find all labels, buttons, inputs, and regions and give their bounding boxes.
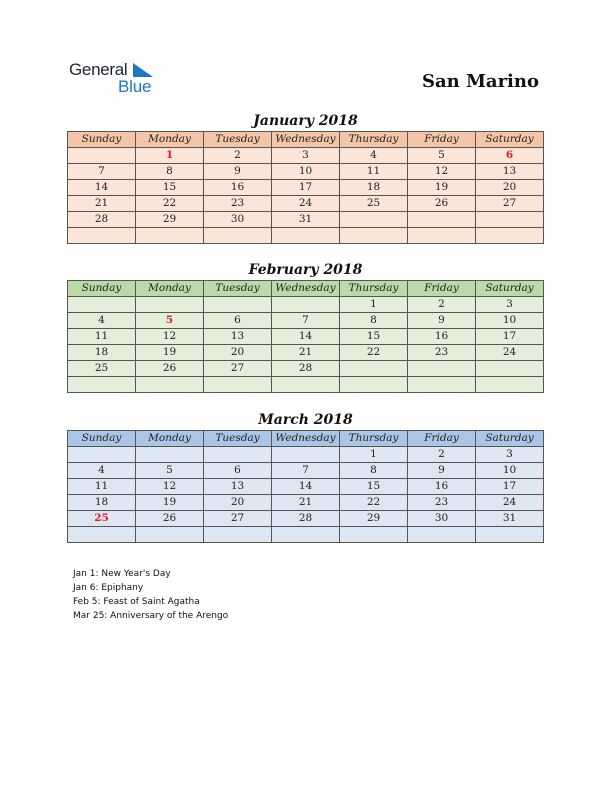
weekday-header: Monday [136,132,204,148]
day-cell: 12 [136,479,204,495]
day-cell: 13 [476,164,544,180]
day-cell: 20 [204,495,272,511]
day-cell: 27 [204,361,272,377]
day-cell: 15 [136,180,204,196]
empty-day-cell [340,212,408,228]
weekday-header-row [68,431,544,447]
day-cell: 2 [408,297,476,313]
day-cell: 30 [408,511,476,527]
week-row [68,495,544,511]
day-cell: 13 [204,479,272,495]
empty-day-cell [136,527,204,543]
empty-day-cell [136,447,204,463]
day-cell: 8 [340,313,408,329]
week-row [68,447,544,463]
day-cell: 16 [204,180,272,196]
weekday-header: Wednesday [272,281,340,297]
week-row [68,196,544,212]
day-cell: 28 [272,511,340,527]
day-cell: 28 [272,361,340,377]
week-row [68,297,544,313]
logo-text-general: General [69,60,128,79]
day-cell: 31 [272,212,340,228]
day-cell: 29 [340,511,408,527]
day-cell: 19 [136,495,204,511]
week-row [68,361,544,377]
empty-day-cell [408,212,476,228]
day-cell: 27 [476,196,544,212]
day-cell: 31 [476,511,544,527]
empty-day-cell [272,297,340,313]
day-cell: 2 [204,148,272,164]
day-cell: 5 [408,148,476,164]
weekday-header: Friday [408,132,476,148]
empty-day-cell [408,377,476,393]
weekday-header-row [68,281,544,297]
day-cell: 7 [272,463,340,479]
day-cell: 21 [68,196,136,212]
day-cell: 18 [68,345,136,361]
logo-text-blue: Blue [118,77,152,96]
empty-day-cell [68,377,136,393]
weekday-header: Thursday [340,431,408,447]
empty-day-cell [136,228,204,244]
empty-day-cell [476,527,544,543]
empty-day-cell [340,361,408,377]
weekday-header: Wednesday [272,132,340,148]
empty-day-cell [476,361,544,377]
day-cell: 29 [136,212,204,228]
day-cell: 6 [204,463,272,479]
week-row [68,479,544,495]
day-cell: 2 [408,447,476,463]
day-cell: 10 [476,313,544,329]
empty-day-cell [408,228,476,244]
day-cell: 5 [136,463,204,479]
empty-day-cell [68,148,136,164]
day-cell: 8 [136,164,204,180]
day-cell: 19 [408,180,476,196]
weekday-header: Tuesday [204,431,272,447]
day-cell: 16 [408,329,476,345]
week-row [68,377,544,393]
day-cell: 6 [204,313,272,329]
empty-day-cell [272,527,340,543]
day-cell: 4 [68,463,136,479]
day-cell: 3 [272,148,340,164]
day-cell: 17 [476,329,544,345]
empty-day-cell [476,228,544,244]
day-cell: 24 [476,345,544,361]
day-cell: 1 [340,447,408,463]
empty-day-cell [340,228,408,244]
day-cell: 17 [476,479,544,495]
empty-day-cell [204,447,272,463]
day-cell: 23 [408,345,476,361]
empty-day-cell [340,377,408,393]
day-cell: 3 [476,447,544,463]
day-cell: 18 [340,180,408,196]
day-cell: 14 [68,180,136,196]
day-cell: 27 [204,511,272,527]
day-cell: 23 [204,196,272,212]
day-cell: 1 [136,148,204,164]
weekday-header: Sunday [68,431,136,447]
empty-day-cell [68,527,136,543]
day-cell: 21 [272,345,340,361]
weekday-header: Saturday [476,281,544,297]
weekday-header: Thursday [340,132,408,148]
day-cell: 14 [272,329,340,345]
day-cell: 16 [408,479,476,495]
day-cell: 3 [476,297,544,313]
empty-day-cell [204,228,272,244]
day-cell: 20 [204,345,272,361]
day-cell: 15 [340,479,408,495]
day-cell: 9 [408,463,476,479]
day-cell: 26 [136,361,204,377]
month-title: February 2018 [248,262,363,278]
empty-day-cell [340,527,408,543]
month-march [67,410,544,543]
empty-day-cell [136,377,204,393]
day-cell: 9 [408,313,476,329]
day-cell: 15 [340,329,408,345]
day-cell: 20 [476,180,544,196]
day-cell: 25 [340,196,408,212]
empty-day-cell [272,228,340,244]
empty-day-cell [204,297,272,313]
day-cell: 24 [272,196,340,212]
day-cell: 30 [204,212,272,228]
week-row [68,329,544,345]
month-grid [67,280,544,393]
week-row [68,148,544,164]
weekday-header: Wednesday [272,431,340,447]
day-cell: 22 [340,345,408,361]
day-cell: 18 [68,495,136,511]
month-grid [67,430,544,543]
holiday-notes [73,567,228,623]
weekday-header: Saturday [476,431,544,447]
day-cell: 11 [68,479,136,495]
day-cell: 11 [340,164,408,180]
weekday-header: Thursday [340,281,408,297]
generalblue-logo [69,60,179,100]
day-cell: 4 [340,148,408,164]
day-cell: 9 [204,164,272,180]
day-cell: 7 [68,164,136,180]
day-cell: 21 [272,495,340,511]
empty-day-cell [272,447,340,463]
day-cell: 22 [340,495,408,511]
day-cell: 28 [68,212,136,228]
week-row [68,345,544,361]
week-row [68,313,544,329]
weekday-header: Friday [408,431,476,447]
week-row [68,527,544,543]
empty-day-cell [204,527,272,543]
day-cell: 1 [340,297,408,313]
empty-day-cell [408,527,476,543]
month-grid [67,131,544,244]
weekday-header: Sunday [68,281,136,297]
empty-day-cell [408,361,476,377]
day-cell: 11 [68,329,136,345]
day-cell: 10 [476,463,544,479]
day-cell: 26 [136,511,204,527]
week-row [68,511,544,527]
day-cell: 17 [272,180,340,196]
day-cell: 10 [272,164,340,180]
month-title: March 2018 [258,412,353,428]
weekday-header: Monday [136,431,204,447]
week-row [68,164,544,180]
day-cell: 7 [272,313,340,329]
holiday-note: Jan 6: Epiphany [73,583,144,593]
day-cell: 12 [136,329,204,345]
holiday-note: Jan 1: New Year's Day [73,569,171,579]
weekday-header: Sunday [68,132,136,148]
day-cell: 8 [340,463,408,479]
day-cell: 13 [204,329,272,345]
empty-day-cell [136,297,204,313]
holiday-note: Mar 25: Anniversary of the Arengo [73,611,229,621]
weekday-header: Saturday [476,132,544,148]
week-row [68,463,544,479]
day-cell: 12 [408,164,476,180]
logo-triangle-icon [133,63,153,77]
month-title: January 2018 [253,113,358,129]
day-cell: 19 [136,345,204,361]
weekday-header-row [68,132,544,148]
empty-day-cell [68,228,136,244]
week-row [68,212,544,228]
day-cell: 22 [136,196,204,212]
week-row [68,180,544,196]
weekday-header: Tuesday [204,132,272,148]
empty-day-cell [68,447,136,463]
day-cell: 26 [408,196,476,212]
weekday-header: Friday [408,281,476,297]
day-cell: 24 [476,495,544,511]
empty-day-cell [204,377,272,393]
day-cell: 4 [68,313,136,329]
day-cell: 5 [136,313,204,329]
day-cell: 14 [272,479,340,495]
holiday-note: Feb 5: Feast of Saint Agatha [73,597,200,607]
empty-day-cell [68,297,136,313]
weekday-header: Tuesday [204,281,272,297]
day-cell: 23 [408,495,476,511]
month-january [67,111,544,244]
country-title: San Marino [421,71,539,92]
month-february [67,260,544,393]
day-cell: 25 [68,511,136,527]
day-cell: 25 [68,361,136,377]
week-row [68,228,544,244]
weekday-header: Monday [136,281,204,297]
empty-day-cell [476,212,544,228]
empty-day-cell [476,377,544,393]
empty-day-cell [272,377,340,393]
day-cell: 6 [476,148,544,164]
